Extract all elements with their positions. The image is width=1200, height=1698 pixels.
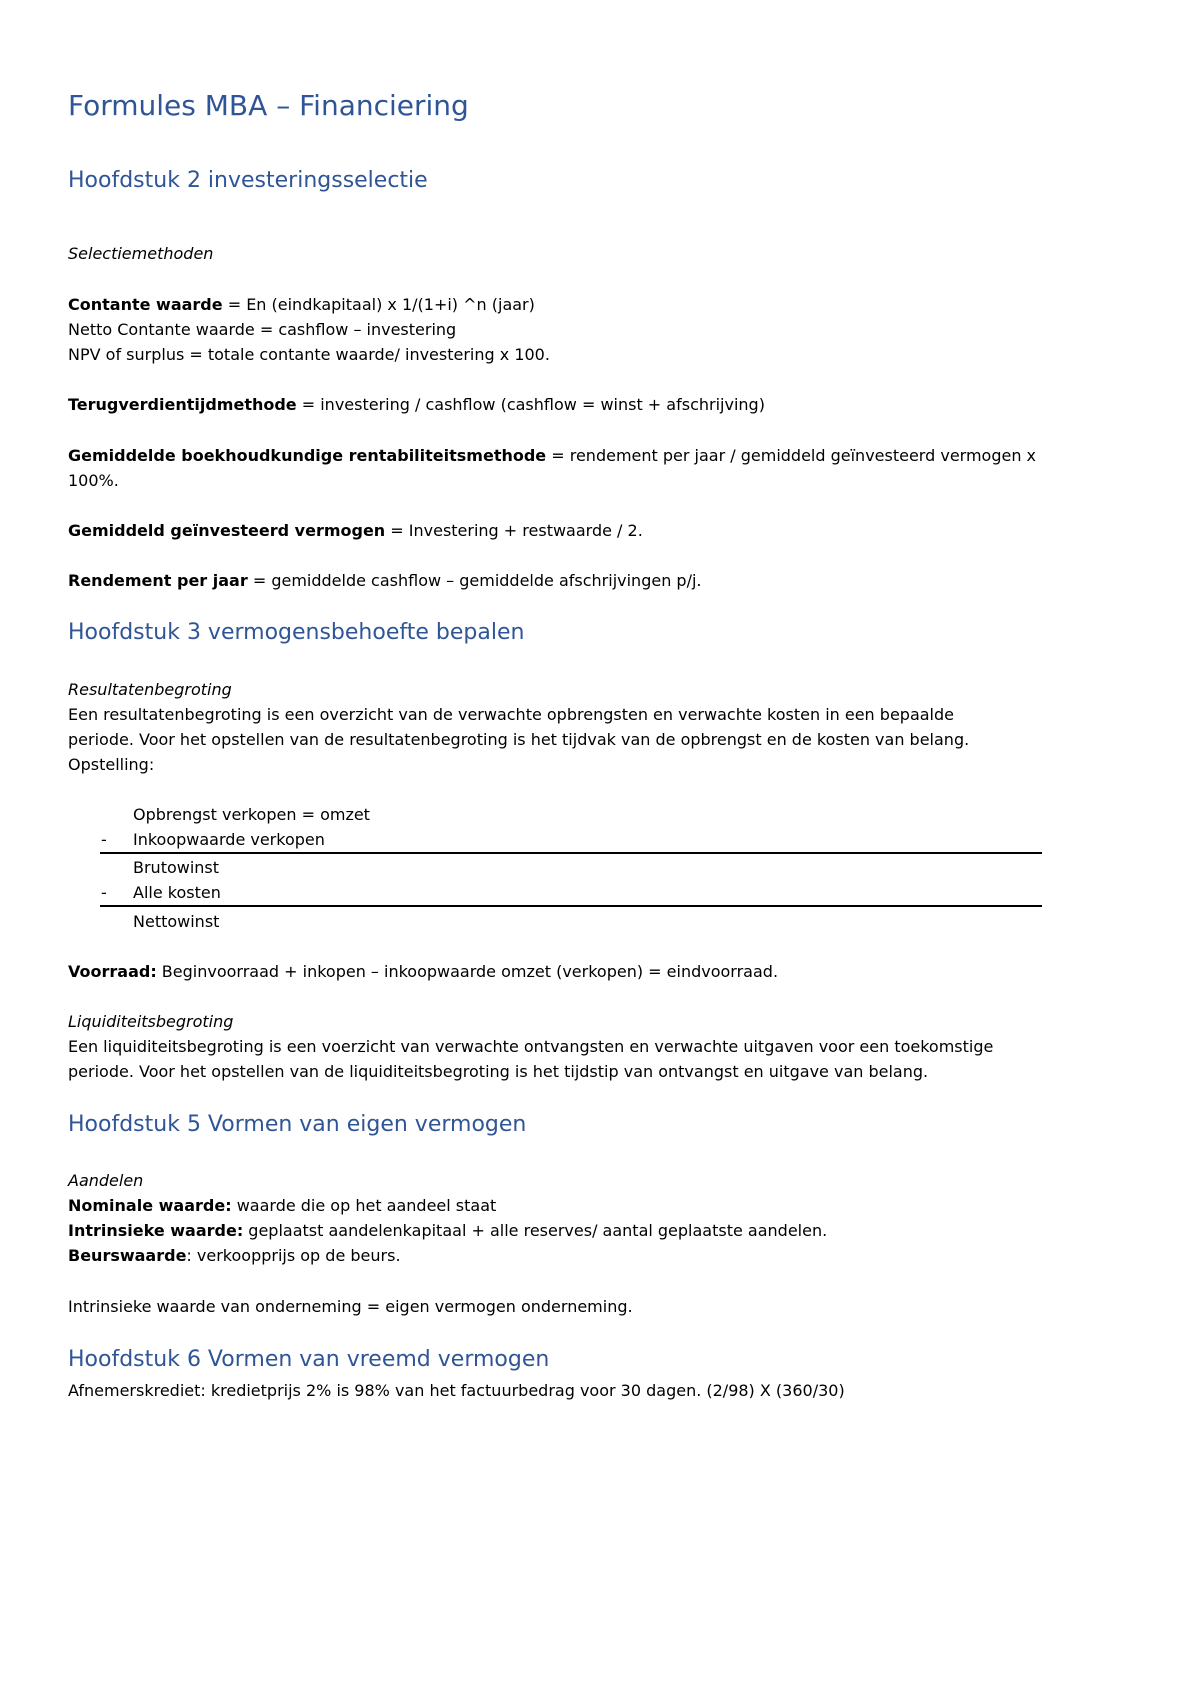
chapter-5-heading: Hoofdstuk 5 Vormen van eigen vermogen	[68, 1112, 527, 1137]
chapter-3-heading: Hoofdstuk 3 vermogensbehoefte bepalen	[68, 620, 525, 645]
return-per-year-formula: = gemiddelde cashflow – gemiddelde afschrijvingen p/j.	[247, 571, 702, 590]
income-budget-subheading: Resultatenbegroting	[68, 680, 232, 699]
average-invested-capital-line	[68, 521, 643, 541]
income-budget-paragraph-line-2: periode. Voor het opstellen van de resultatenbegroting is het tijdvak van de opbrengst en de kosten van belang.	[68, 730, 970, 749]
liquidity-budget-paragraph-line-1: Een liquiditeitsbegroting is een voerzicht van verwachte ontvangsten en verwachte uitgaven voor een toekomstige	[68, 1037, 994, 1056]
calc-minus-sign: -	[101, 883, 107, 902]
intrinsic-value-text: geplaatst aandelenkapitaal + alle reserves/ aantal geplaatste aandelen.	[243, 1221, 828, 1240]
calc-all-costs-row: Alle kosten	[133, 883, 221, 902]
intrinsic-value-term: Intrinsieke waarde:	[68, 1221, 244, 1240]
average-invested-capital-formula: = Investering + restwaarde / 2.	[385, 521, 643, 540]
payback-method-line	[68, 395, 765, 415]
average-invested-capital-term: Gemiddeld geïnvesteerd vermogen	[68, 521, 386, 540]
inventory-line	[68, 962, 778, 982]
market-value-term: Beurswaarde	[68, 1246, 187, 1265]
liquidity-budget-subheading: Liquiditeitsbegroting	[68, 1012, 234, 1031]
calc-revenue-row: Opbrengst verkopen = omzet	[133, 805, 370, 824]
npv-surplus-line: NPV of surplus = totale contante waarde/ investering x 100.	[68, 345, 550, 364]
accounting-return-line	[68, 446, 1036, 466]
present-value-term: Contante waarde	[68, 295, 223, 314]
market-value-line	[68, 1246, 401, 1266]
calc-purchase-value-row: Inkoopwaarde verkopen	[133, 830, 325, 849]
present-value-line	[68, 295, 535, 315]
customer-credit-line: Afnemerskrediet: kredietprijs 2% is 98% van het factuurbedrag voor 30 dagen. (2/98) X (360/30)	[68, 1381, 845, 1400]
accounting-return-term: Gemiddelde boekhoudkundige rentabiliteitsmethode	[68, 446, 547, 465]
nominal-value-text: waarde die op het aandeel staat	[231, 1196, 497, 1215]
net-present-value-line: Netto Contante waarde = cashflow – investering	[68, 320, 457, 339]
income-budget-paragraph-line-1: Een resultatenbegroting is een overzicht van de verwachte opbrengsten en verwachte kosten in een bepaalde	[68, 705, 954, 724]
present-value-formula: = En (eindkapitaal) x 1/(1+i) ^n (jaar)	[222, 295, 535, 314]
calc-sum-rule	[100, 905, 1042, 907]
market-value-text: : verkoopprijs op de beurs.	[186, 1246, 401, 1265]
accounting-return-continuation: 100%.	[68, 471, 119, 490]
calc-sum-rule	[100, 852, 1042, 854]
intrinsic-value-line	[68, 1221, 827, 1241]
liquidity-budget-paragraph-line-2: periode. Voor het opstellen van de liquiditeitsbegroting is het tijdstip van ontvangst en uitgave van belang.	[68, 1062, 929, 1081]
setup-label: Opstelling:	[68, 755, 155, 774]
inventory-formula: Beginvoorraad + inkopen – inkoopwaarde omzet (verkopen) = eindvoorraad.	[156, 962, 779, 981]
payback-method-formula: = investering / cashflow (cashflow = winst + afschrijving)	[296, 395, 765, 414]
calc-gross-profit-row: Brutowinst	[133, 858, 220, 877]
document-title: Formules MBA – Financiering	[68, 89, 469, 122]
chapter-6-heading: Hoofdstuk 6 Vormen van vreemd vermogen	[68, 1347, 550, 1372]
shares-subheading: Aandelen	[68, 1171, 144, 1190]
nominal-value-term: Nominale waarde:	[68, 1196, 232, 1215]
calc-minus-sign: -	[101, 830, 107, 849]
return-per-year-term: Rendement per jaar	[68, 571, 248, 590]
inventory-term: Voorraad:	[68, 962, 157, 981]
payback-method-term: Terugverdientijdmethode	[68, 395, 297, 414]
nominal-value-line	[68, 1196, 496, 1216]
company-intrinsic-value-line: Intrinsieke waarde van onderneming = eigen vermogen onderneming.	[68, 1297, 633, 1316]
selection-methods-subheading: Selectiemethoden	[68, 244, 214, 263]
chapter-2-heading: Hoofdstuk 2 investeringsselectie	[68, 168, 428, 193]
return-per-year-line	[68, 571, 702, 591]
calc-net-profit-row: Nettowinst	[133, 912, 220, 931]
accounting-return-formula: = rendement per jaar / gemiddeld geïnvesteerd vermogen x	[546, 446, 1037, 465]
